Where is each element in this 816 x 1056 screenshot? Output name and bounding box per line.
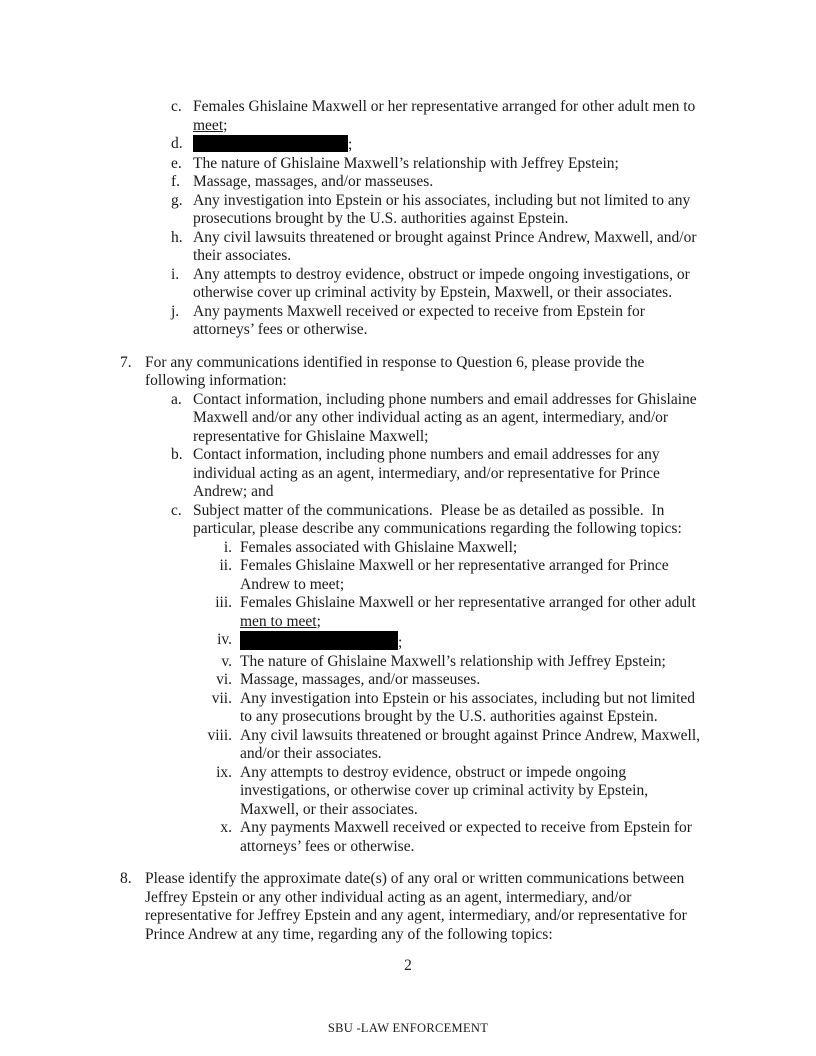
text-line: Any civil lawsuits threatened or brought against Prince Andrew, Maxwell, xyxy=(240,726,701,744)
text-line: otherwise cover up criminal activity by Epstein, Maxwell, or their associates. xyxy=(193,284,673,301)
text-line: Maxwell, or their associates. xyxy=(240,800,418,818)
item-c xyxy=(0,98,816,135)
text-line: Contact information, including phone numbers and email addresses for Ghislaine xyxy=(193,390,697,408)
text-line: individual acting as an agent, intermediary, and/or representative for Prince xyxy=(193,464,660,482)
item-7c-vii xyxy=(0,690,816,727)
text-line: attorneys’ fees or otherwise. xyxy=(193,321,368,338)
item-d xyxy=(0,135,816,155)
item-7-marker: 7. xyxy=(120,353,132,371)
text-line: Subject matter of the communications. Please be as detailed as possible. In xyxy=(193,501,665,519)
text-line: representative for Ghislaine Maxwell; xyxy=(193,427,429,445)
text-line: Andrew; and xyxy=(193,483,274,500)
text-line: investigations, or otherwise cover up criminal activity by Epstein, xyxy=(240,782,649,799)
text-line: Any investigation into Epstein or his associates, including but not limited xyxy=(240,689,696,707)
text-line: Females Ghislaine Maxwell or her representative arranged for other adult xyxy=(240,594,696,611)
redaction-box xyxy=(193,135,348,152)
text-line: ; xyxy=(193,135,816,155)
text-line: Any payments Maxwell received or expected to receive from Epstein for xyxy=(193,302,645,320)
text-line: Any investigation into Epstein or his associates, including but not limited to any xyxy=(193,191,691,209)
text-line: their associates. xyxy=(193,247,292,264)
item-h xyxy=(0,229,816,266)
item-7c-iv xyxy=(0,631,816,653)
item-7b xyxy=(0,446,816,502)
item-7c-iv-marker: iv. xyxy=(217,631,232,648)
item-h-marker: h. xyxy=(171,228,183,246)
item-7c-vi-marker: vi. xyxy=(216,671,232,688)
text-line: The nature of Ghislaine Maxwell’s relationship with Jeffrey Epstein; xyxy=(240,652,666,670)
item-7a xyxy=(0,391,816,447)
text-line: Maxwell and/or any other individual acting as an agent, intermediary, and/or xyxy=(193,409,669,426)
text-line xyxy=(193,117,816,136)
text-line: to any prosecutions brought by the U.S. authorities against Epstein. xyxy=(240,708,658,725)
item-7c-i-marker: i. xyxy=(223,538,232,556)
item-7 xyxy=(0,354,816,391)
text-line: Any attempts to destroy evidence, obstruct or impede ongoing xyxy=(240,763,627,781)
footer-classification-label: SBU -LAW ENFORCEMENT xyxy=(327,1021,489,1035)
text-line: Massage, massages, and/or masseuses. xyxy=(240,671,481,688)
text-line: Any payments Maxwell received or expected to receive from Epstein for xyxy=(240,819,692,836)
item-e xyxy=(0,155,816,174)
item-g xyxy=(0,192,816,229)
item-7c-v xyxy=(0,653,816,672)
text-line: Please identify the approximate date(s) of any oral or written communications between xyxy=(145,870,685,887)
item-7c-viii xyxy=(0,727,816,764)
item-i-marker: i. xyxy=(171,265,180,283)
item-j xyxy=(0,303,816,340)
item-7c-x xyxy=(0,819,816,856)
item-f-marker: f. xyxy=(171,173,181,190)
underlined-text: meet; xyxy=(193,116,228,134)
item-j-marker: j. xyxy=(171,302,180,320)
document-body xyxy=(0,98,816,944)
text-line: Contact information, including phone numbers and email addresses for any xyxy=(193,446,660,463)
text-line: Massage, massages, and/or masseuses. xyxy=(193,173,434,190)
item-f xyxy=(0,173,816,192)
item-g-marker: g. xyxy=(171,191,183,209)
text-line: Jeffrey Epstein or any other individual acting as an agent, intermediary, and/or xyxy=(145,888,632,906)
text-line xyxy=(240,613,816,632)
item-7c-vii-marker: vii. xyxy=(211,689,232,707)
text-line: particular, please describe any communications regarding the following topics: xyxy=(193,520,682,537)
item-8-marker: 8. xyxy=(120,870,132,887)
item-d-marker: d. xyxy=(171,135,183,152)
text-line: Andrew to meet; xyxy=(240,575,345,593)
item-7c-x-marker: x. xyxy=(220,819,232,836)
text-line: Females Ghislaine Maxwell or her representative arranged for Prince xyxy=(240,557,669,574)
redaction-box xyxy=(240,631,398,650)
item-7c-ix-marker: ix. xyxy=(216,763,232,781)
item-e-marker: e. xyxy=(171,154,182,172)
text-line: ; xyxy=(240,631,816,653)
item-7c xyxy=(0,502,816,539)
text-line: Any civil lawsuits threatened or brought against Prince Andrew, Maxwell, and/or xyxy=(193,228,697,246)
text-line: The nature of Ghislaine Maxwell’s relationship with Jeffrey Epstein; xyxy=(193,154,619,172)
item-7c-ix xyxy=(0,764,816,820)
item-7c-i xyxy=(0,539,816,558)
text-line: following information: xyxy=(145,372,287,389)
text-line: Prince Andrew at any time, regarding any of the following topics: xyxy=(145,925,553,943)
text-line: Females associated with Ghislaine Maxwell; xyxy=(240,538,518,556)
text-line: Females Ghislaine Maxwell or her representative arranged for other adult men to xyxy=(193,98,696,115)
page-number: 2 xyxy=(404,957,412,974)
text-line: and/or their associates. xyxy=(240,745,382,762)
text-line: For any communications identified in response to Question 6, please provide the xyxy=(145,353,645,371)
item-7c-ii-marker: ii. xyxy=(219,557,232,574)
item-7c-marker: c. xyxy=(171,501,182,519)
text-line: prosecutions brought by the U.S. authorities against Epstein. xyxy=(193,210,569,227)
item-7c-vi xyxy=(0,671,816,690)
item-c-marker: c. xyxy=(171,98,182,115)
text-line: representative for Jeffrey Epstein and any agent, intermediary, and/or representative for xyxy=(145,907,687,924)
underlined-text: men to meet; xyxy=(240,612,321,630)
item-7c-iii-marker: iii. xyxy=(215,594,232,611)
item-7a-marker: a. xyxy=(171,390,182,408)
item-7c-viii-marker: viii. xyxy=(207,726,232,744)
item-7c-v-marker: v. xyxy=(221,652,232,670)
text-line: attorneys’ fees or otherwise. xyxy=(240,837,415,855)
item-8 xyxy=(0,870,816,944)
item-7c-ii xyxy=(0,557,816,594)
item-7b-marker: b. xyxy=(171,446,183,463)
text-line: Any attempts to destroy evidence, obstruct or impede ongoing investigations, or xyxy=(193,265,690,283)
item-i xyxy=(0,266,816,303)
item-7c-iii xyxy=(0,594,816,631)
